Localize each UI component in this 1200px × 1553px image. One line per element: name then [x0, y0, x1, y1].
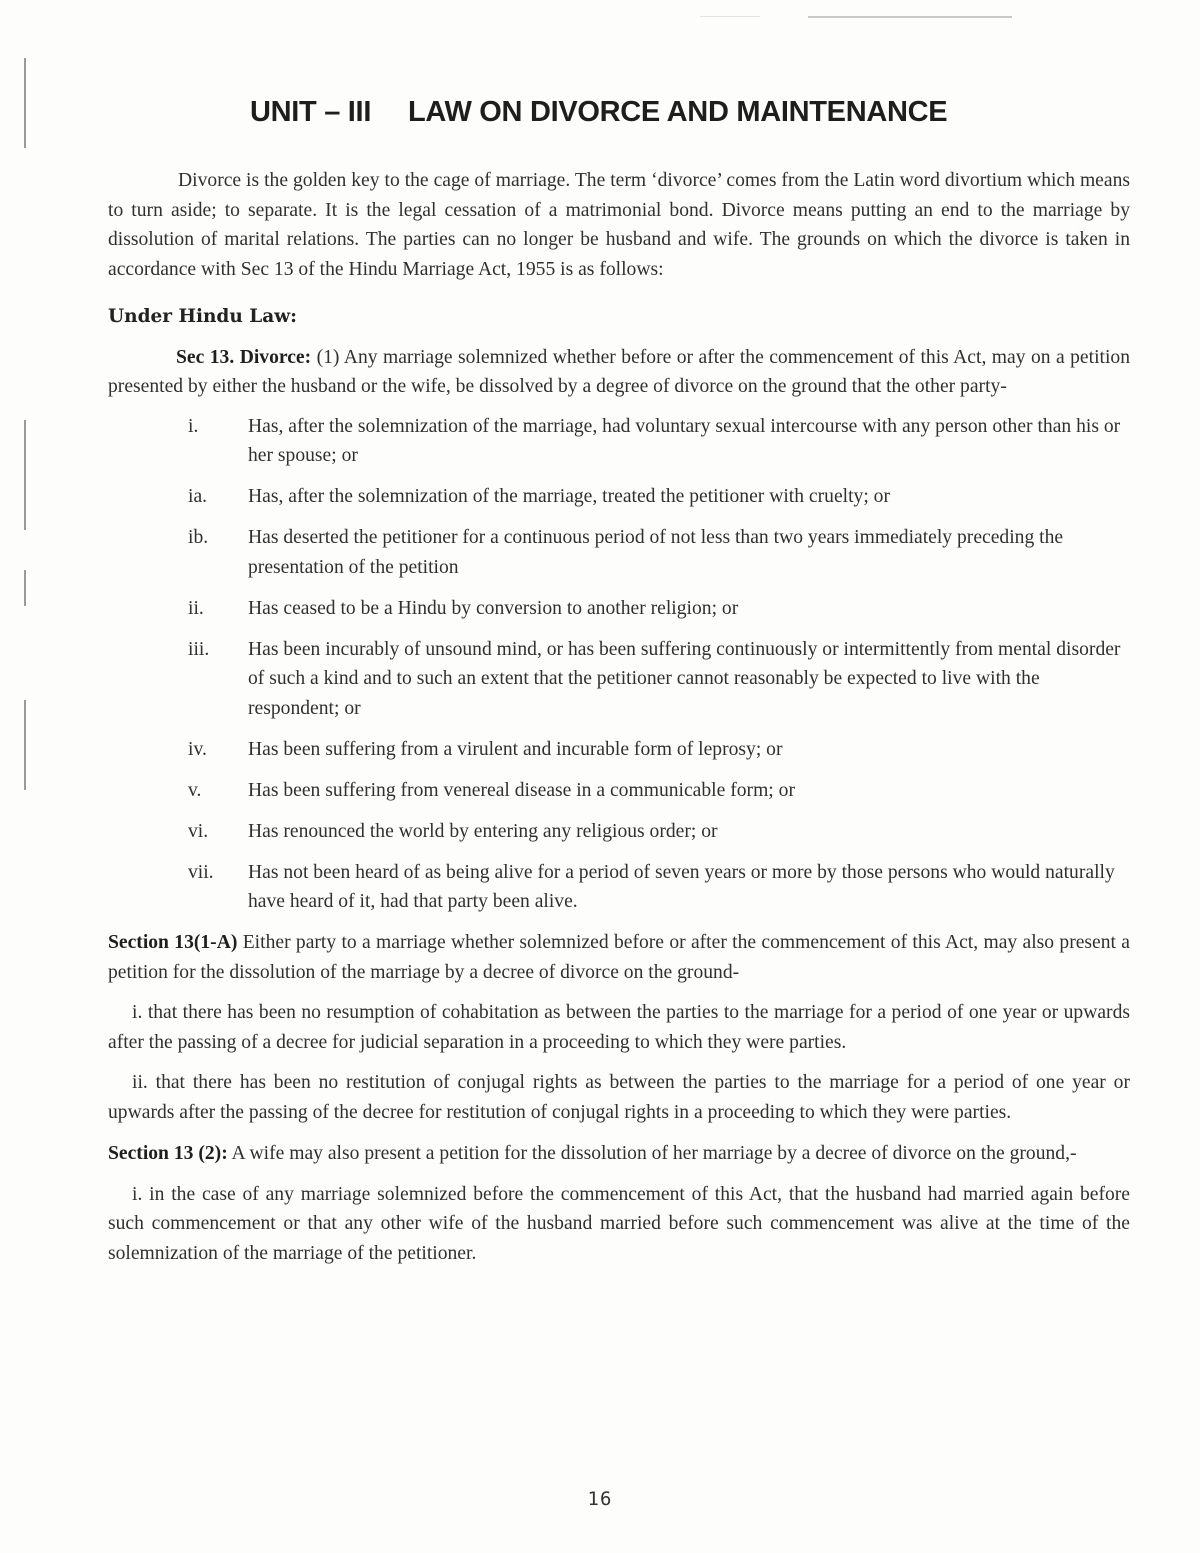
- clause-text: Has ceased to be a Hindu by conversion to another religion; or: [248, 597, 739, 619]
- scan-artifact-line: [700, 16, 760, 17]
- grounds-list: [108, 412, 1130, 917]
- clause-text: Has been incurably of unsound mind, or has been suffering continuously or intermittently from mental disorder of such a kind and to such an extent that the petitioner cannot reasonably be expected to live with the respondent; or: [248, 638, 1121, 719]
- scan-edge-mark: [24, 700, 26, 790]
- page-number: 16: [587, 1488, 613, 1510]
- document-body: [108, 166, 1130, 1268]
- list-item: [108, 735, 1130, 765]
- page-title: [250, 96, 947, 129]
- scan-edge-mark: [24, 570, 26, 606]
- sec13-paragraph: [108, 343, 1130, 402]
- sec13-text: (1) Any marriage solemnized whether before or after the commencement of this Act, may on a petition presented by either the husband or the wife, be dissolved by a degree of divorce on the ground that the other party-: [108, 346, 1130, 397]
- sec13-label: Sec 13.: [176, 346, 235, 368]
- clause-number: ib.: [188, 527, 209, 548]
- clause-text: Has been suffering from a virulent and incurable form of leprosy; or: [248, 738, 783, 760]
- sec13-1a-paragraph: [108, 928, 1130, 987]
- sec13-2-label: Section 13 (2):: [108, 1143, 228, 1164]
- section-heading: Under Hindu Law:: [108, 306, 298, 327]
- clause-number: i.: [188, 415, 199, 437]
- title-text: LAW ON DIVORCE AND MAINTENANCE: [408, 96, 948, 128]
- sec13-sublabel: Divorce:: [239, 346, 312, 368]
- list-item: [108, 482, 1130, 512]
- clause-text: Has been suffering from venereal disease in a communicable form; or: [248, 779, 795, 801]
- sec13-1a-item: i. that there has been no resumption of cohabitation as between the parties to the marriage for a period of one year or upwards after the passing of a decree for judicial separation in a proceeding to which they were parties.: [108, 1002, 1130, 1053]
- scan-edge-mark: [24, 58, 26, 148]
- sec13-2-item: i. in the case of any marriage solemnized before the commencement of this Act, that the husband had married again before such commencement or that any other wife of the husband married before such commencement was alive at the time of the solemnization of the marriage of the petitioner.: [108, 1183, 1130, 1264]
- clause-number: ii.: [188, 597, 204, 619]
- clause-number: v.: [188, 779, 202, 801]
- sec13-2-paragraph: [108, 1139, 1130, 1169]
- clause-text: Has deserted the petitioner for a continuous period of not less than two years immediately preceding the presentation of the petition: [248, 527, 1064, 578]
- clause-number: vi.: [188, 820, 209, 842]
- list-item: [108, 635, 1130, 724]
- unit-label: UNIT – III: [250, 96, 372, 128]
- clause-text: Has renounced the world by entering any religious order; or: [248, 820, 718, 842]
- clause-text: Has not been heard of as being alive for a period of seven years or more by those persons who would naturally have heard of it, had that party been alive.: [248, 861, 1115, 912]
- sec13-1a-label: Section 13(1-A): [108, 932, 238, 953]
- list-item: [108, 776, 1130, 806]
- list-item: [108, 523, 1130, 582]
- list-item: [108, 858, 1130, 917]
- list-item: [108, 594, 1130, 624]
- clause-text: Has, after the solemnization of the marriage, treated the petitioner with cruelty; or: [248, 486, 890, 507]
- sec13-2-text: A wife may also present a petition for the dissolution of her marriage by a decree of divorce on the ground,-: [231, 1143, 1077, 1164]
- scan-edge-mark: [24, 420, 26, 530]
- sec13-1a-item: ii. that there has been no restitution of conjugal rights as between the parties to the marriage for a period of one year or upwards after the passing of the decree for restitution of conjugal rights in a proceeding to which they were parties.: [108, 1072, 1130, 1123]
- intro-paragraph: Divorce is the golden key to the cage of marriage. The term ‘divorce’ comes from the Latin word divortium which means to turn aside; to separate. It is the legal cessation of a matrimonial bond. Divorce means putting an end to the marriage by dissolution of marital relations. The parties can no longer be husband and wife. The grounds on which the divorce is taken in accordance with Sec 13 of the Hindu Marriage Act, 1955 is as follows:: [108, 170, 1130, 280]
- clause-number: ia.: [188, 486, 208, 507]
- list-item: [108, 412, 1130, 471]
- scan-artifact-line: [808, 16, 1012, 18]
- clause-text: Has, after the solemnization of the marriage, had voluntary sexual intercourse with any person other than his or her spouse; or: [248, 415, 1121, 466]
- sec13-1a-text: Either party to a marriage whether solemnized before or after the commencement of this Act, may also present a petition for the dissolution of the marriage by a decree of divorce on the ground-: [108, 932, 1130, 983]
- clause-number: iii.: [188, 638, 210, 660]
- list-item: [108, 817, 1130, 847]
- clause-number: iv.: [188, 738, 207, 760]
- clause-number: vii.: [188, 861, 214, 883]
